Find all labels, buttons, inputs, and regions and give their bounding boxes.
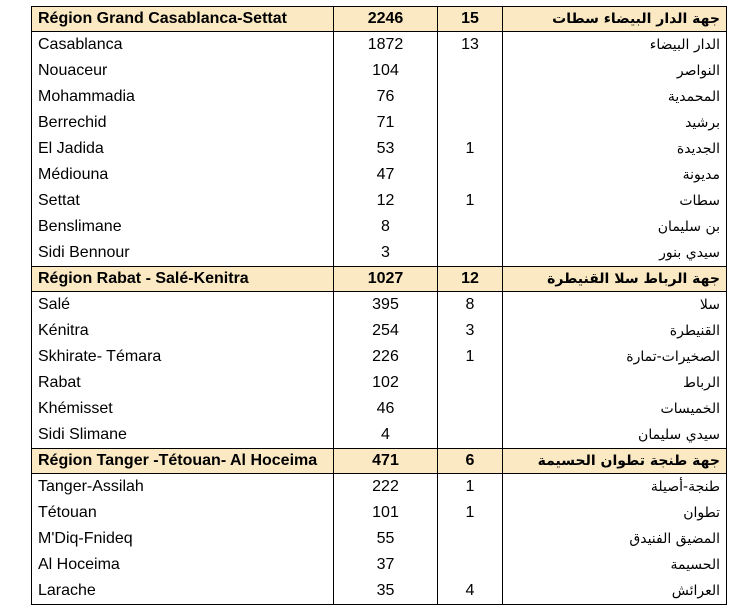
- city-name-fr: Médiouna: [32, 162, 334, 188]
- table-row: [32, 552, 727, 578]
- city-name-fr: Casablanca: [32, 32, 334, 59]
- city-name-fr: Tanger-Assilah: [32, 474, 334, 501]
- city-cases: 37: [334, 552, 438, 578]
- city-deaths: [438, 396, 503, 422]
- city-cases: 226: [334, 344, 438, 370]
- city-deaths: 4: [438, 578, 503, 605]
- city-cases: 76: [334, 84, 438, 110]
- table-row: [32, 58, 727, 84]
- city-deaths: [438, 84, 503, 110]
- region-name-ar: جهة الدار البيضاء سطات: [503, 7, 727, 32]
- city-name-fr: Rabat: [32, 370, 334, 396]
- city-deaths: 1: [438, 136, 503, 162]
- city-name-fr: Sidi Bennour: [32, 240, 334, 267]
- city-cases: 104: [334, 58, 438, 84]
- regional-cases-table: [31, 6, 727, 605]
- city-name-ar: طنجة-أصيلة: [503, 474, 727, 501]
- city-name-ar: المضيق الفنيدق: [503, 526, 727, 552]
- city-name-ar: مديونة: [503, 162, 727, 188]
- city-cases: 71: [334, 110, 438, 136]
- table-row: [32, 84, 727, 110]
- city-name-fr: Kénitra: [32, 318, 334, 344]
- city-name-ar: الجديدة: [503, 136, 727, 162]
- city-deaths: [438, 526, 503, 552]
- city-name-ar: المحمدية: [503, 84, 727, 110]
- table-row: [32, 32, 727, 59]
- city-name-ar: العرائش: [503, 578, 727, 605]
- city-name-fr: Salé: [32, 292, 334, 319]
- city-name-ar: برشيد: [503, 110, 727, 136]
- city-deaths: 8: [438, 292, 503, 319]
- region-header-row: [32, 7, 727, 32]
- city-name-fr: Mohammadia: [32, 84, 334, 110]
- city-name-fr: Tétouan: [32, 500, 334, 526]
- city-deaths: [438, 58, 503, 84]
- city-deaths: 3: [438, 318, 503, 344]
- city-name-fr: Sidi Slimane: [32, 422, 334, 449]
- region-name-ar: جهة طنجة تطوان الحسيمة: [503, 449, 727, 474]
- region-cases: 2246: [334, 7, 438, 32]
- city-cases: 222: [334, 474, 438, 501]
- city-name-ar: الرباط: [503, 370, 727, 396]
- city-name-fr: Settat: [32, 188, 334, 214]
- region-deaths: 12: [438, 267, 503, 292]
- city-cases: 53: [334, 136, 438, 162]
- city-deaths: [438, 422, 503, 449]
- table-row: [32, 370, 727, 396]
- city-name-ar: الدار البيضاء: [503, 32, 727, 59]
- city-name-fr: El Jadida: [32, 136, 334, 162]
- city-cases: 395: [334, 292, 438, 319]
- city-name-ar: بن سليمان: [503, 214, 727, 240]
- city-name-ar: الخميسات: [503, 396, 727, 422]
- table-row: [32, 214, 727, 240]
- region-deaths: 15: [438, 7, 503, 32]
- city-name-fr: Nouaceur: [32, 58, 334, 84]
- table-row: [32, 344, 727, 370]
- city-deaths: 13: [438, 32, 503, 59]
- city-cases: 55: [334, 526, 438, 552]
- city-deaths: 1: [438, 500, 503, 526]
- city-cases: 47: [334, 162, 438, 188]
- table-row: [32, 500, 727, 526]
- city-name-fr: Khémisset: [32, 396, 334, 422]
- city-deaths: 1: [438, 474, 503, 501]
- table-row: [32, 526, 727, 552]
- city-name-fr: M'Diq-Fnideq: [32, 526, 334, 552]
- city-name-ar: سيدي سليمان: [503, 422, 727, 449]
- city-name-ar: الحسيمة: [503, 552, 727, 578]
- city-cases: 46: [334, 396, 438, 422]
- region-cases: 1027: [334, 267, 438, 292]
- table-row: [32, 162, 727, 188]
- region-name-fr: Région Grand Casablanca-Settat: [32, 7, 334, 32]
- region-name-ar: جهة الرباط سلا القنيطرة: [503, 267, 727, 292]
- region-name-fr: Région Tanger -Tétouan- Al Hoceima: [32, 449, 334, 474]
- city-name-fr: Al Hoceima: [32, 552, 334, 578]
- city-cases: 4: [334, 422, 438, 449]
- region-cases: 471: [334, 449, 438, 474]
- city-deaths: 1: [438, 188, 503, 214]
- table-row: [32, 474, 727, 501]
- city-deaths: [438, 240, 503, 267]
- city-name-ar: سلا: [503, 292, 727, 319]
- city-deaths: [438, 214, 503, 240]
- city-cases: 12: [334, 188, 438, 214]
- city-cases: 102: [334, 370, 438, 396]
- table-row: [32, 422, 727, 449]
- city-cases: 254: [334, 318, 438, 344]
- table-row: [32, 396, 727, 422]
- region-header-row: [32, 449, 727, 474]
- table-row: [32, 292, 727, 319]
- city-name-ar: الصخيرات-تمارة: [503, 344, 727, 370]
- city-deaths: [438, 552, 503, 578]
- city-deaths: [438, 110, 503, 136]
- city-cases: 1872: [334, 32, 438, 59]
- region-header-row: [32, 267, 727, 292]
- city-name-ar: القنيطرة: [503, 318, 727, 344]
- table-row: [32, 188, 727, 214]
- city-name-fr: Skhirate- Témara: [32, 344, 334, 370]
- table-row: [32, 110, 727, 136]
- table-row: [32, 578, 727, 605]
- table-row: [32, 318, 727, 344]
- table-row: [32, 136, 727, 162]
- region-deaths: 6: [438, 449, 503, 474]
- city-deaths: [438, 370, 503, 396]
- city-deaths: [438, 162, 503, 188]
- city-name-fr: Benslimane: [32, 214, 334, 240]
- city-cases: 35: [334, 578, 438, 605]
- city-name-ar: سطات: [503, 188, 727, 214]
- city-name-ar: النواصر: [503, 58, 727, 84]
- city-name-fr: Larache: [32, 578, 334, 605]
- table-body: [32, 7, 727, 605]
- city-cases: 101: [334, 500, 438, 526]
- table-row: [32, 240, 727, 267]
- city-name-ar: تطوان: [503, 500, 727, 526]
- city-name-ar: سيدي بنور: [503, 240, 727, 267]
- city-deaths: 1: [438, 344, 503, 370]
- region-name-fr: Région Rabat - Salé-Kenitra: [32, 267, 334, 292]
- city-cases: 3: [334, 240, 438, 267]
- city-name-fr: Berrechid: [32, 110, 334, 136]
- city-cases: 8: [334, 214, 438, 240]
